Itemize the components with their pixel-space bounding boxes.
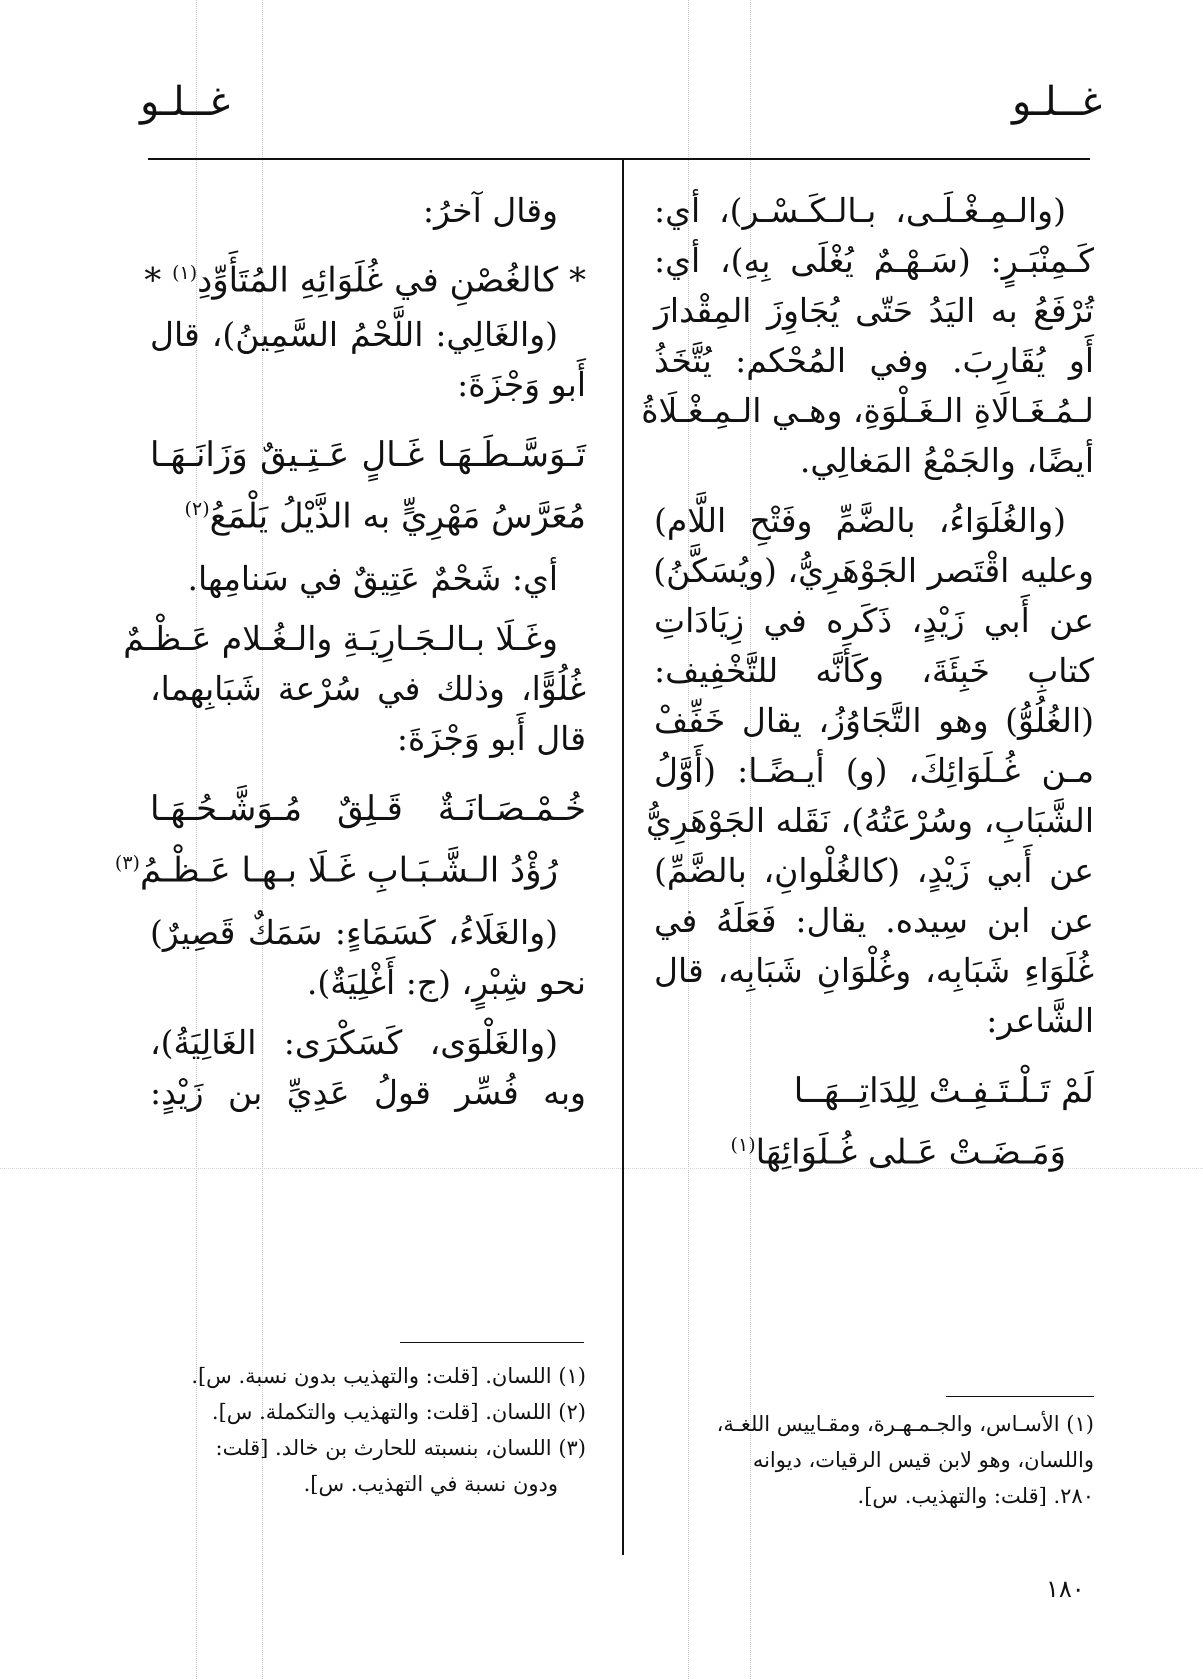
footnote-line: (٣) اللسان، بنسبته للحارث بن خالد. [قلت: [215,1436,586,1460]
left-column [114,186,586,1118]
footnote-mark: (١) [172,262,198,284]
text-line: أَو يُقَارِبَ. وفي المُحْكم: يُتَّخَذُ [654,341,1094,380]
text-line: (والغَلْوَى، كَسَكْرَى: الغَالِيَةُ)، [150,1023,558,1062]
footnote-line: (٢) اللسان. [قلت: والتهذيب والتكملة. س]. [211,1400,586,1424]
header-rule [148,158,1090,160]
text-line: تُرْفَعُ به اليَدُ حَتّى يُجَاوِزَ المِقْدارَ [654,291,1094,330]
text-line: الشَّاعر: [986,1001,1094,1040]
footnote-mark: (٣) [114,852,140,874]
right-footnotes [654,1406,1094,1514]
verse-line: خُـمْـصَـانَـةٌ قَـلِقٌ مُـوَشَّـحُـهَـا [150,789,586,829]
text-line: (الغُلُوُّ) وهو التَّجَاوُزُ، يقال خَفِّفْ [654,701,1094,740]
text-line: أي: شَحْمٌ عَتِيقٌ في سَنامِها. [187,559,558,598]
footnote-mark: (١) [730,1134,756,1156]
page-number: ١٨٠ [1046,1575,1085,1603]
footnote-rule [946,1396,1094,1397]
footnote-line: ٢٨٠. [قلت: والتهذيب. س]. [857,1484,1094,1508]
verse-line: وَمَـضَـتْ عَـلى غُـلَوَائِهَا$^{(١)}$ [730,1132,1066,1173]
left-footnotes [150,1358,586,1502]
text-line: عن أَبي زَيْدٍ، ذَكَره في زِيَادَاتِ [654,601,1094,640]
text-line: كَـمِنْبَـرٍ: (سَـهْـمٌ يُغْلَى بِهِ)، أي: [654,241,1094,280]
text-line: وبه فُسِّر قولُ عَدِيِّ بن زَيْدٍ: [150,1073,586,1112]
text-line: أيضًا، والجَمْعُ المَغالِي. [799,441,1094,480]
text-line: (والغُلَوَاءُ، بالضَّمِّ وفَتْحِ اللَّام) [654,501,1066,540]
running-head-left: غــلـو [140,79,230,125]
text-line: كتابِ خَبِئَةَ، وكَأَنَّه للتَّخْفِيف: [654,651,1094,690]
text-line: نحو شِبْرٍ، (ج: أَغْلِيَةٌ). [306,963,586,1002]
footnote-line: ودون نسبة في التهذيب. س]. [303,1472,558,1496]
text-line: (والغَلَاءُ، كَسَمَاءٍ: سَمَكٌ قَصِيرٌ) [150,913,558,952]
text-line: لـمُـغَـالَاةِ الـغَـلْوَةِ، وهـي الـمِـغْـلَاةُ [641,391,1094,430]
text-line: وقال آخرُ: [422,191,558,230]
text-line: الشَّبَابِ، وسُرْعَتُهُ)، نَقَله الجَوْهَرِيُّ [645,801,1094,840]
footnote-line: (١) الأسـاس، والجـمـهـرة، ومقـاييس اللغـة، [716,1412,1094,1436]
text-line: قال أَبو وَجْزَةَ: [396,719,586,758]
footnote-rule [400,1342,584,1343]
verse-line: مُعَرَّسُ مَهْرِيٍّ به الذَّيْلُ يَلْمَعُ$^{(٢)}$ [184,496,586,537]
column-divider [622,160,624,1555]
footnote-mark: (٢) [184,498,210,520]
footnote-line: (١) اللسان. [قلت: والتهذيب بدون نسبة. س]. [191,1364,586,1388]
verse-line: رُؤْدُ الـشَّـبَـابِ غَـلَا بـهـا عَـظْـمُ$^{(٣)}$ [114,850,558,891]
verse-line: لَمْ تَـلْـتَـفِـتْ لِلِدَاتِــهَــا [793,1071,1094,1111]
text-line: وغَـلَا بـالـجَـارِيَـةِ والـغُـلام عَـظْـمٌ [123,619,558,658]
text-line: غُلُوًّا، وذلك في سُرْعة شَبَابِهما، [150,669,586,708]
footnote-line: واللسان، وهو لابن قيس الرقيات، ديوانه [752,1448,1094,1472]
text-line: وعليه اقْتَصر الجَوْهَرِيُّ، (ويُسَكَّنُ) [653,551,1094,590]
text-line: غُلَوَاءِ شَبَابِه، وغُلْوَانِ شَبَابِه، قال [654,951,1094,990]
text-line: مـن غُـلَوَائِكَ، (و) أيـضًـا: (أَوَّلُ [654,751,1094,790]
verse-line: تَـوَسَّـطَـهَـا غَـالٍ عَـتِـيقٌ وَزَانَـهَـا [150,435,586,475]
text-line: عن ابن سِيده. يقال: فَعَلَهُ في [654,901,1094,940]
text-line: أَبو وَجْزَةَ: [457,365,586,404]
running-head-right: غــلـو [1012,79,1102,125]
right-column [641,186,1094,1173]
text-line: عن أَبي زَيْدٍ، (كالغُلْوانِ، بالضَّمِّ) [654,851,1094,890]
verse-line: * كالغُصْنِ في غُلَوَائِهِ المُتَأَوِّدِ$^{(١)}$ * [144,260,586,301]
text-line: (والـمِـغْـلَـى، بـالـكَـسْـر)، أي: [654,191,1066,230]
text-line: (والغَالِي: اللَّحْمُ السَّمِينُ)، قال [150,315,558,354]
